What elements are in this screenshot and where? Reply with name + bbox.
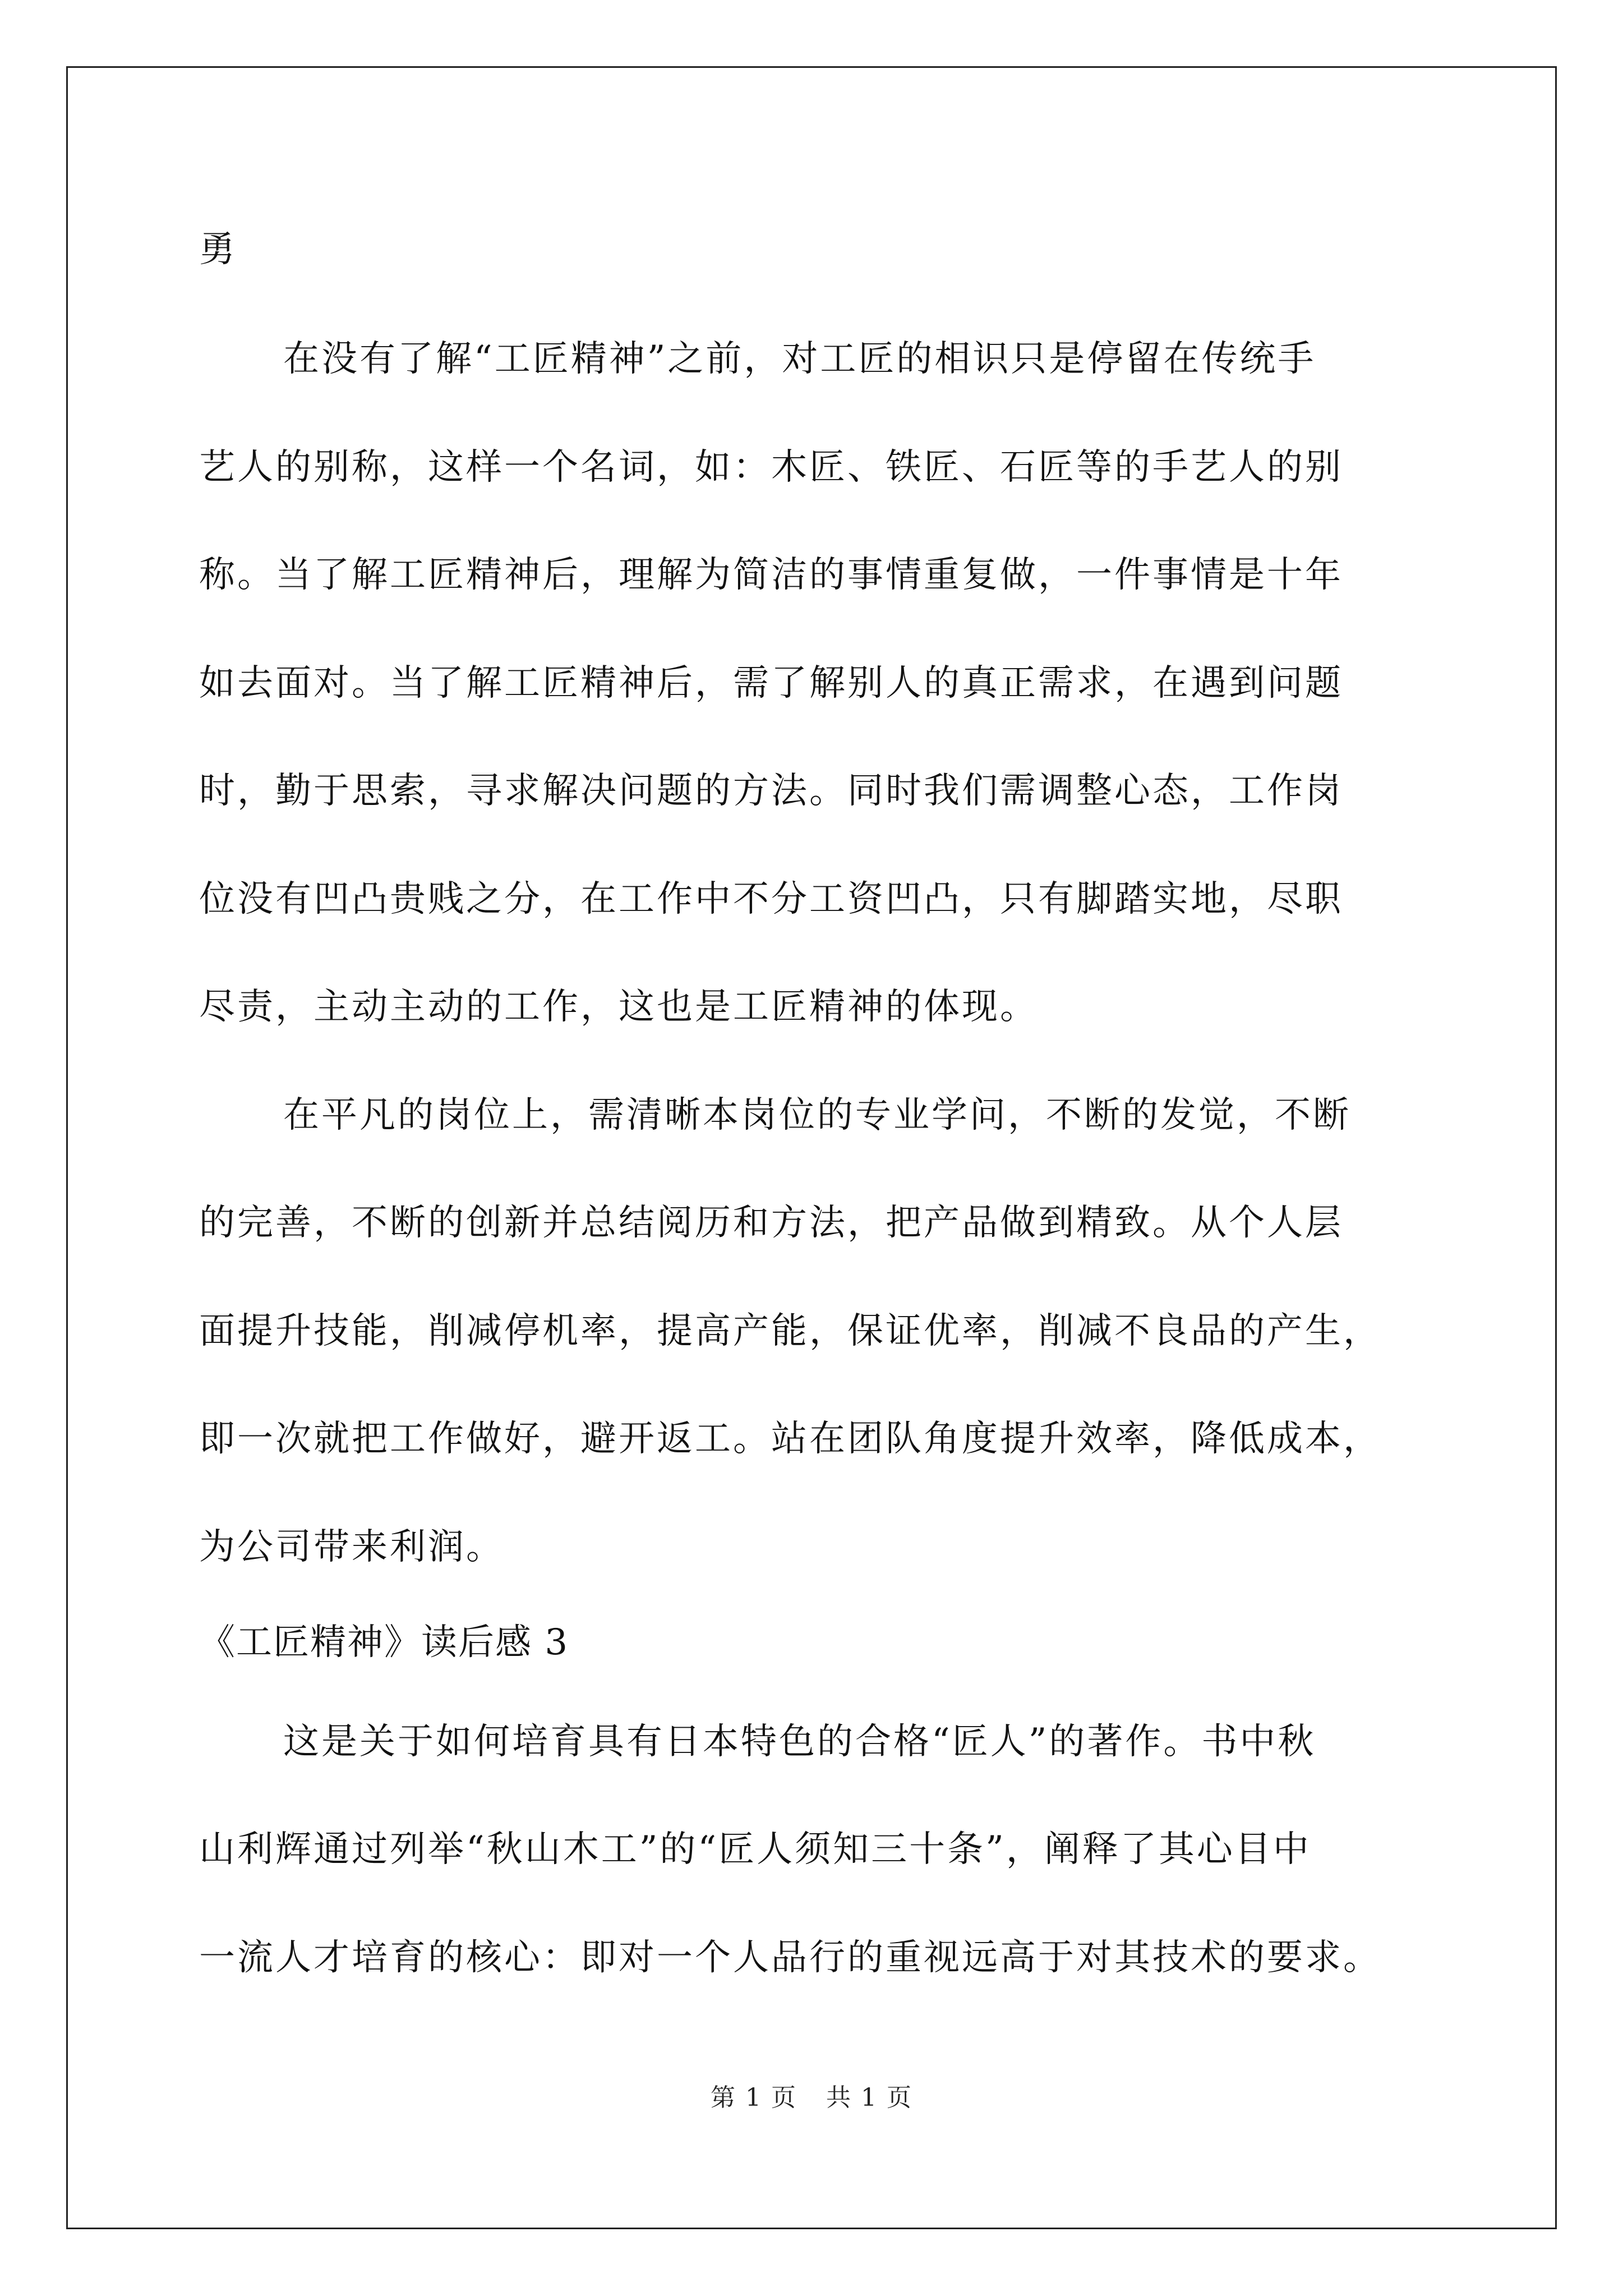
page-border (66, 66, 1557, 2229)
paragraph-2-line-3: 面提升技能，削减停机率，提高产能，保证优率，削减不良品的产生， (199, 1310, 1381, 1352)
paragraph-3-line-2: 山利辉通过列举“秋山木工”的“匠人须知三十条”，阐释了其心目中 (199, 1829, 1311, 1870)
paragraph-1-line-4: 如去面对。当了解工匠精神后，需了解别人的真正需求，在遇到问题 (199, 662, 1343, 704)
paragraph-1-line-7: 尽责，主动主动的工作，这也是工匠精神的体现。 (199, 986, 1038, 1028)
page-footer (0, 2082, 1623, 2114)
section-heading: 《工匠精神》读后感 3 (199, 1622, 569, 1663)
paragraph-1-line-3: 称。当了解工匠精神后，理解为简洁的事情重复做，一件事情是十年 (199, 554, 1343, 596)
paragraph-1-line-5: 时，勤于思索，寻求解决问题的方法。同时我们需调整心态，工作岗 (199, 770, 1343, 812)
paragraph-2-line-1: 在平凡的岗位上，需清晰本岗位的专业学问，不断的发觉，不断 (283, 1094, 1351, 1136)
paragraph-3-line-3: 一流人才培育的核心：即对一个人品行的重视远高于对其技术的要求。 (199, 1937, 1381, 1978)
paragraph-1-line-1: 在没有了解“工匠精神”之前，对工匠的相识只是停留在传统手 (283, 338, 1316, 380)
paragraph-1-line-6: 位没有凹凸贵贱之分，在工作中不分工资凹凸，只有脚踏实地，尽职 (199, 878, 1343, 920)
paragraph-1-line-2: 艺人的别称，这样一个名词，如：木匠、铁匠、石匠等的手艺人的别 (199, 447, 1343, 488)
page-number: 第 1 页 (711, 2083, 797, 2112)
paragraph-2-line-4: 即一次就把工作做好，避开返工。站在团队角度提升效率，降低成本， (199, 1418, 1381, 1460)
paragraph-3-line-1: 这是关于如何培育具有日本特色的合格“匠人”的著作。书中秋 (283, 1721, 1316, 1763)
paragraph-2-line-2: 的完善，不断的创新并总结阅历和方法，把产品做到精致。从个人层 (199, 1202, 1343, 1244)
text-fragment: 勇 (199, 229, 237, 270)
page-total: 共 1 页 (826, 2083, 912, 2112)
paragraph-2-line-5: 为公司带来利润。 (199, 1526, 504, 1568)
